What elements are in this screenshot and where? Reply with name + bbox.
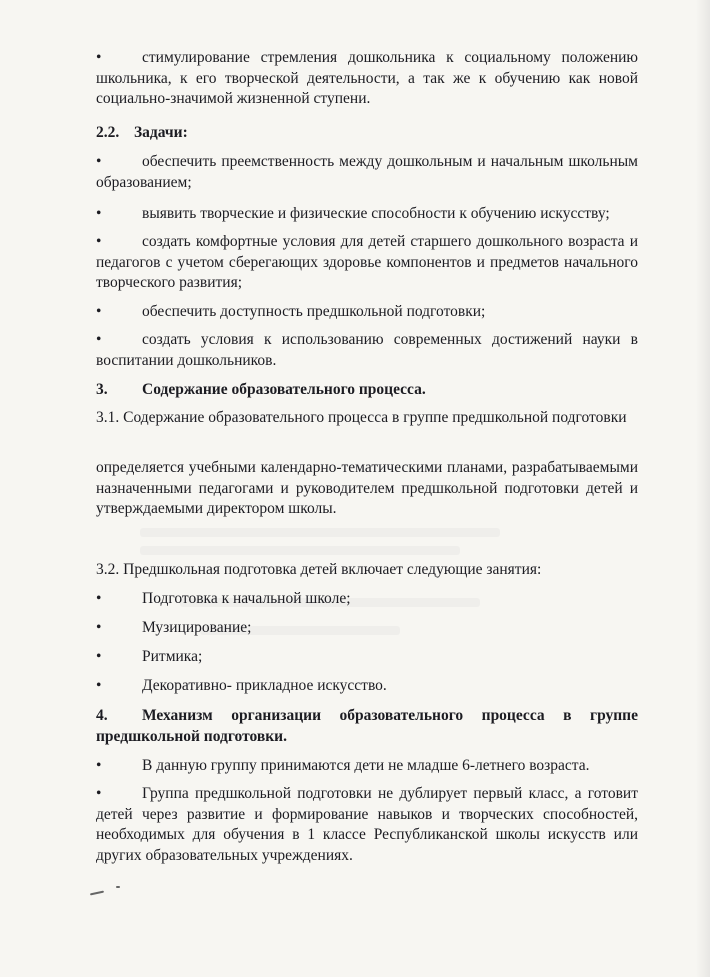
section-title: Механизм организации образовательного процесса в группе предшкольной подготовки. xyxy=(96,707,638,745)
task-text: обеспечить доступность предшкольной подготовки; xyxy=(142,303,486,320)
section-4-heading xyxy=(96,706,638,747)
task-item xyxy=(96,204,638,225)
bullet-marker: • xyxy=(96,648,102,665)
section-3-heading xyxy=(96,380,638,401)
task-text: выявить творческие и физические способности к обучению искусству; xyxy=(142,205,610,222)
task-item xyxy=(96,152,638,193)
bullet-marker: • xyxy=(96,233,102,250)
class-item xyxy=(96,589,638,610)
bullet-marker: • xyxy=(96,49,102,66)
section-number: 4. xyxy=(96,707,108,724)
task-text: обеспечить преемственность между дошкольным и начальным школьным образованием; xyxy=(96,153,638,191)
scan-edge-shadow xyxy=(696,0,710,977)
section-2-2-heading xyxy=(96,123,638,144)
bullet-marker: • xyxy=(96,590,102,607)
mechanism-text: Группа предшкольной подготовки не дублирует первый класс, а готовит детей через развитие и формирование навыков и творческих способностей, необходимых для обучения в 1 классе Республиканской школы искусств или других образовательных учреждениях. xyxy=(96,785,638,864)
section-number: 3. xyxy=(96,381,108,398)
intro-bullet-text: стимулирование стремления дошкольника к социальному положению школьника, к его творческой деятельности, а так же к обучению как новой социально-значимой жизненной ступени. xyxy=(96,49,638,107)
task-text: создать комфортные условия для детей старшего дошкольного возраста и педагогов с учетом сберегающих здоровье компонентов и предметов начального творческого развития; xyxy=(96,233,638,291)
task-item xyxy=(96,232,638,294)
mechanism-item xyxy=(96,784,638,866)
mechanism-item xyxy=(96,756,638,777)
mechanism-text: В данную группу принимаются дети не младше 6-летнего возраста. xyxy=(142,757,590,774)
bleed-through-mark xyxy=(140,528,500,537)
section-number: 2.2. xyxy=(96,124,120,141)
section-title: Содержание образовательного процесса. xyxy=(142,381,426,398)
bullet-marker: • xyxy=(96,205,102,222)
paragraph-3-1: 3.1. Содержание образовательного процесса в группе предшкольной подготовки xyxy=(96,409,627,426)
task-item xyxy=(96,302,638,323)
class-item xyxy=(96,618,638,639)
bullet-marker: • xyxy=(96,303,102,320)
intro-bullet xyxy=(96,48,638,110)
bullet-marker: • xyxy=(96,331,102,348)
bullet-marker: • xyxy=(96,785,102,802)
bullet-marker: • xyxy=(96,153,102,170)
section-title: Задачи: xyxy=(134,124,188,141)
task-item xyxy=(96,330,638,371)
class-text: Музицирование; xyxy=(142,619,252,636)
class-item xyxy=(96,676,638,697)
bleed-through-mark xyxy=(140,546,460,555)
bullet-marker: • xyxy=(96,757,102,774)
task-text: создать условия к использованию современных достижений науки в воспитании дошкольников. xyxy=(96,331,638,369)
class-text: Подготовка к начальной школе; xyxy=(142,590,351,607)
class-text: Декоративно- прикладное искусство. xyxy=(142,677,387,694)
paragraph-3-2: 3.2. Предшкольная подготовка детей включает следующие занятия: xyxy=(96,561,542,578)
class-text: Ритмика; xyxy=(142,648,203,665)
bullet-marker: • xyxy=(96,677,102,694)
paragraph-3-1-continued: определяется учебными календарно-тематическими планами, разрабатываемыми назначенными педагогами и руководителем предшкольной подготовки детей и утверждаемыми директором школы. xyxy=(96,459,638,517)
scan-speck xyxy=(90,891,104,896)
scan-speck xyxy=(116,886,120,888)
bullet-marker: • xyxy=(96,619,102,636)
class-item xyxy=(96,647,638,668)
